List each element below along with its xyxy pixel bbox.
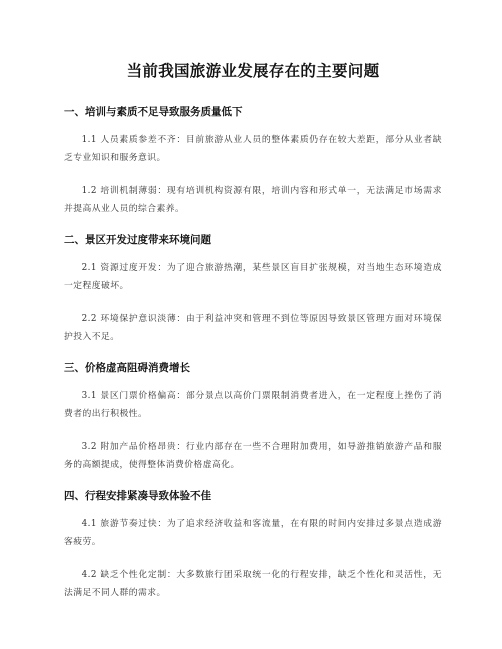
section-heading: 三、价格虚高阻碍消费增长 — [64, 362, 190, 374]
paragraph: 4.1 旅游节奏过快：为了追求经济收益和客流量，在有限的时间内安排过多景点造成游客疲劳。 — [64, 519, 442, 547]
paragraph: 3.2 附加产品价格昂贵：行业内部存在一些不合理附加费用，如导游推销旅游产品和服务的高额提成，使得整体消费价格虚高化。 — [64, 442, 442, 470]
section-4 — [64, 489, 442, 602]
paragraph: 1.2 培训机制薄弱：现有培训机构资源有限，培训内容和形式单一，无法满足市场需求并提高从业人员的综合素养。 — [64, 186, 442, 214]
paragraph: 2.1 资源过度开发：为了迎合旅游热潮，某些景区盲目扩张规模，对当地生态环境造成一定程度破坏。 — [64, 263, 442, 291]
paragraph: 1.1 人员素质参差不齐：目前旅游从业人员的整体素质仍存在较大差距，部分从业者缺乏专业知识和服务意识。 — [64, 135, 442, 163]
section-2 — [64, 233, 442, 346]
section-1 — [64, 105, 442, 218]
paragraph: 3.1 景区门票价格偏高：部分景点以高价门票限制消费者进入，在一定程度上挫伤了消费者的出行积极性。 — [64, 391, 442, 419]
section-heading: 二、景区开发过度带来环境问题 — [64, 234, 211, 246]
paragraph: 4.2 缺乏个性化定制：大多数旅行团采取统一化的行程安排，缺乏个性化和灵活性，无法满足不同人群的需求。 — [64, 570, 442, 598]
section-heading: 四、行程安排紧凑导致体验不佳 — [64, 490, 211, 502]
section-heading: 一、培训与素质不足导致服务质量低下 — [64, 106, 243, 118]
section-3 — [64, 361, 442, 474]
document-title: 当前我国旅游业发展存在的主要问题 — [126, 62, 380, 80]
paragraph: 2.2 环境保护意识淡薄：由于利益冲突和管理不到位等原因导致景区管理方面对环境保护投入不足。 — [64, 314, 442, 342]
